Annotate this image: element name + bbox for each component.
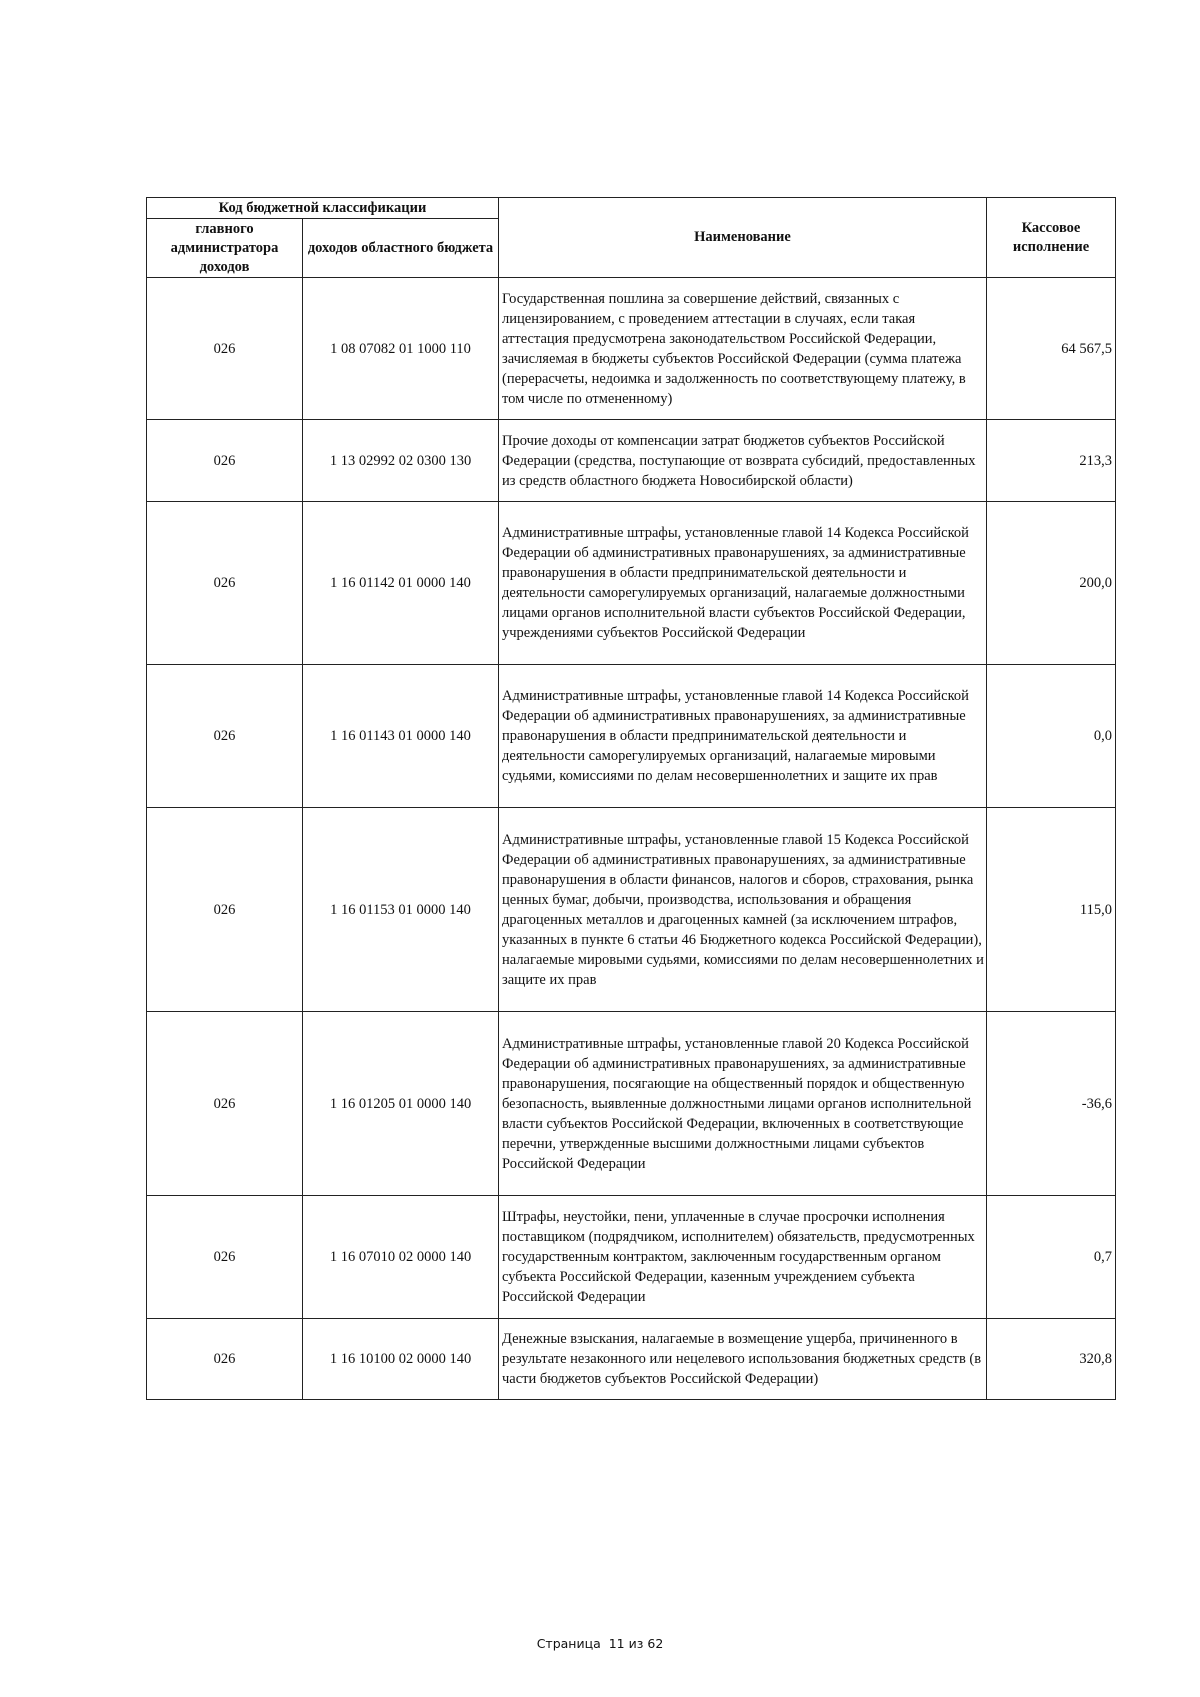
- name-cell: Административные штрафы, установленные главой 14 Кодекса Российской Федерации об административных правонарушениях, за административные правонарушения в области предпринимательской деятельности и деятельности саморегулируемых организаций, налагаемые мировыми судьями, комиссиями по делам несовершеннолетних и защите их прав: [499, 665, 987, 808]
- amount-cell: -36,6: [987, 1012, 1116, 1196]
- name-cell: Административные штрафы, установленные главой 14 Кодекса Российской Федерации об административных правонарушениях, за административные правонарушения в области предпринимательской деятельности и деятельности саморегулируемых организаций, налагаемые должностными лицами органов исполнительной власти субъектов Российской Федерации, учреждениями субъектов Российской Федерации: [499, 502, 987, 665]
- page-label: Страница: [536, 1636, 601, 1651]
- admin-code-cell: 026: [147, 420, 303, 502]
- table-row: [147, 1196, 1116, 1319]
- name-cell: Штрафы, неустойки, пени, уплаченные в случае просрочки исполнения поставщиком (подрядчиком, исполнителем) обязательств, предусмотренных государственным контрактом, заключенным государственным органом субъекта Российской Федерации, казенным учреждением субъекта Российской Федерации: [499, 1196, 987, 1319]
- page-footer: [0, 1636, 1200, 1651]
- name-cell: Государственная пошлина за совершение действий, связанных с лицензированием, с проведением аттестации в случаях, если такая аттестация предусмотрена законодательством Российской Федерации, зачисляемая в бюджеты субъектов Российской Федерации (сумма платежа (перерасчеты, недоимка и задолженность по соответствующему платежу, в том числе по отмененному): [499, 278, 987, 420]
- table-row: [147, 420, 1116, 502]
- header-cash-execution: Кассовое исполнение: [987, 198, 1116, 278]
- table-row: [147, 502, 1116, 665]
- header-regional-budget-income: доходов областного бюджета: [303, 219, 499, 278]
- table-body: [147, 278, 1116, 1400]
- table-header: [147, 198, 1116, 278]
- income-code-cell: 1 16 01205 01 0000 140: [303, 1012, 499, 1196]
- table-row: [147, 1319, 1116, 1400]
- amount-cell: 0,7: [987, 1196, 1116, 1319]
- amount-cell: 64 567,5: [987, 278, 1116, 420]
- header-chief-administrator: главного администратора доходов: [147, 219, 303, 278]
- amount-cell: 0,0: [987, 665, 1116, 808]
- admin-code-cell: 026: [147, 278, 303, 420]
- income-code-cell: 1 16 01143 01 0000 140: [303, 665, 499, 808]
- income-code-cell: 1 13 02992 02 0300 130: [303, 420, 499, 502]
- budget-classification-table: [146, 197, 1116, 1400]
- admin-code-cell: 026: [147, 1319, 303, 1400]
- amount-cell: 200,0: [987, 502, 1116, 665]
- amount-cell: 115,0: [987, 808, 1116, 1012]
- table-row: [147, 278, 1116, 420]
- income-code-cell: 1 08 07082 01 1000 110: [303, 278, 499, 420]
- name-cell: Денежные взыскания, налагаемые в возмещение ущерба, причиненного в результате незаконного или нецелевого использования бюджетных средств (в части бюджетов субъектов Российской Федерации): [499, 1319, 987, 1400]
- amount-cell: 320,8: [987, 1319, 1116, 1400]
- admin-code-cell: 026: [147, 1196, 303, 1319]
- header-budget-classification-code: Код бюджетной классификации: [147, 198, 499, 219]
- page-total-number: 62: [647, 1636, 664, 1651]
- admin-code-cell: 026: [147, 1012, 303, 1196]
- income-code-cell: 1 16 07010 02 0000 140: [303, 1196, 499, 1319]
- table-row: [147, 1012, 1116, 1196]
- income-code-cell: 1 16 01142 01 0000 140: [303, 502, 499, 665]
- admin-code-cell: 026: [147, 502, 303, 665]
- table-row: [147, 808, 1116, 1012]
- income-code-cell: 1 16 10100 02 0000 140: [303, 1319, 499, 1400]
- header-name: Наименование: [499, 198, 987, 278]
- name-cell: Прочие доходы от компенсации затрат бюджетов субъектов Российской Федерации (средства, поступающие от возврата субсидий, предоставленных из средств областного бюджета Новосибирской области): [499, 420, 987, 502]
- admin-code-cell: 026: [147, 665, 303, 808]
- page-current-number: 11: [608, 1636, 625, 1651]
- amount-cell: 213,3: [987, 420, 1116, 502]
- table-row: [147, 665, 1116, 808]
- admin-code-cell: 026: [147, 808, 303, 1012]
- name-cell: Административные штрафы, установленные главой 20 Кодекса Российской Федерации об административных правонарушениях, за административные правонарушения, посягающие на общественный порядок и общественную безопасность, выявленные должностными лицами органов исполнительной власти субъектов Российской Федерации, включенных в соответствующие перечни, утвержденные высшими должностными лицами субъектов Российской Федерации: [499, 1012, 987, 1196]
- page-separator: из: [628, 1636, 644, 1651]
- income-code-cell: 1 16 01153 01 0000 140: [303, 808, 499, 1012]
- name-cell: Административные штрафы, установленные главой 15 Кодекса Российской Федерации об административных правонарушениях, за административные правонарушения в области финансов, налогов и сборов, страхования, рынка ценных бумаг, добычи, производства, использования и обращения драгоценных металлов и драгоценных камней (за исключением штрафов, указанных в пункте 6 статьи 46 Бюджетного кодекса Российской Федерации), налагаемые мировыми судьями, комиссиями по делам несовершеннолетних и защите их прав: [499, 808, 987, 1012]
